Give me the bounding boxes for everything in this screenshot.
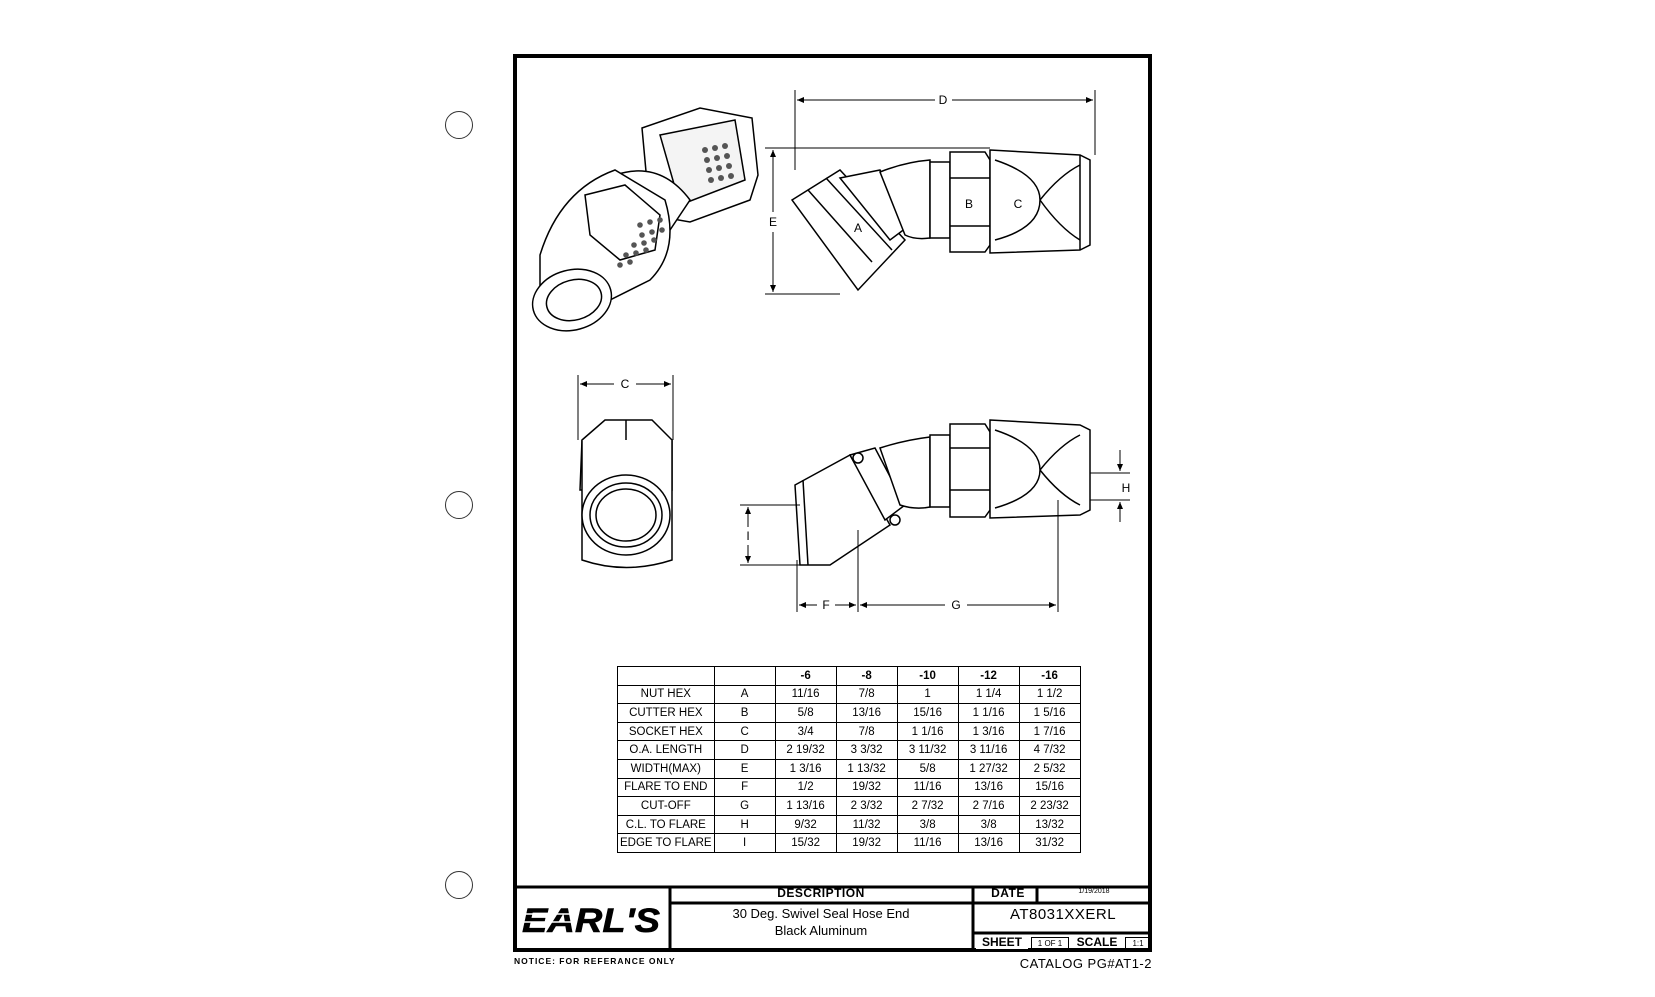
dim-label-i: I — [746, 529, 750, 543]
row-name: CUTTER HEX — [618, 704, 715, 723]
table-header-cell — [618, 667, 715, 686]
dim-label-h: H — [1121, 481, 1131, 495]
dim-label-f: F — [822, 598, 830, 612]
part-number: AT8031XXERL — [1009, 906, 1117, 923]
row-value: 1/2 — [775, 778, 836, 797]
row-value: 15/16 — [1019, 778, 1080, 797]
row-value: 11/16 — [897, 778, 958, 797]
dim-label-c-side: C — [620, 377, 630, 391]
row-value: 11/16 — [897, 834, 958, 853]
row-value: 11/16 — [775, 685, 836, 704]
date-label: DATE — [991, 886, 1025, 900]
row-value: 15/16 — [897, 704, 958, 723]
dim-label-b: B — [964, 197, 974, 211]
row-value: 13/16 — [958, 778, 1019, 797]
row-value: 1 13/32 — [836, 759, 897, 778]
dim-label-g: G — [951, 598, 961, 612]
dim-label-e: E — [768, 215, 778, 229]
row-code: G — [714, 797, 775, 816]
table-row — [618, 778, 1081, 797]
table-header-cell: -16 — [1019, 667, 1080, 686]
row-value: 9/32 — [775, 815, 836, 834]
table-header-cell: -12 — [958, 667, 1019, 686]
row-value: 15/32 — [775, 834, 836, 853]
row-value: 2 19/32 — [775, 741, 836, 760]
row-code: B — [714, 704, 775, 723]
row-value: 1 — [897, 685, 958, 704]
row-code: D — [714, 741, 775, 760]
table-header-cell — [714, 667, 775, 686]
row-code: H — [714, 815, 775, 834]
row-value: 1 1/2 — [1019, 685, 1080, 704]
scale-value: 1:1 — [1125, 937, 1151, 950]
row-value: 5/8 — [897, 759, 958, 778]
row-value: 1 3/16 — [775, 759, 836, 778]
description-line-1: 30 Deg. Swivel Seal Hose End — [732, 906, 910, 921]
row-value: 19/32 — [836, 778, 897, 797]
table-header-cell: -10 — [897, 667, 958, 686]
row-value: 1 27/32 — [958, 759, 1019, 778]
row-code: E — [714, 759, 775, 778]
table-row — [618, 704, 1081, 723]
row-value: 31/32 — [1019, 834, 1080, 853]
description-label: DESCRIPTION — [777, 886, 865, 900]
row-value: 2 5/32 — [1019, 759, 1080, 778]
row-name: FLARE TO END — [618, 778, 715, 797]
dimension-table — [617, 666, 1081, 853]
row-value: 3/4 — [775, 722, 836, 741]
row-value: 2 7/32 — [897, 797, 958, 816]
row-value: 13/16 — [958, 834, 1019, 853]
row-code: A — [714, 685, 775, 704]
row-value: 1 1/4 — [958, 685, 1019, 704]
row-code: C — [714, 722, 775, 741]
row-name: CUT-OFF — [618, 797, 715, 816]
row-value: 1 7/16 — [1019, 722, 1080, 741]
table-row — [618, 722, 1081, 741]
row-value: 11/32 — [836, 815, 897, 834]
catalog-page: CATALOG PG#AT1-2 — [1019, 956, 1152, 971]
table-row — [618, 815, 1081, 834]
sheet-value: 1 OF 1 — [1031, 937, 1069, 950]
row-value: 7/8 — [836, 722, 897, 741]
row-value: 3 11/16 — [958, 741, 1019, 760]
row-value: 2 7/16 — [958, 797, 1019, 816]
row-name: EDGE TO FLARE — [618, 834, 715, 853]
table-header-row — [618, 667, 1081, 686]
description-line-2: Black Aluminum — [774, 923, 868, 938]
side-view-top — [792, 150, 1090, 290]
table-row — [618, 797, 1081, 816]
row-code: I — [714, 834, 775, 853]
row-value: 3/8 — [897, 815, 958, 834]
row-value: 4 7/32 — [1019, 741, 1080, 760]
table-header-cell: -8 — [836, 667, 897, 686]
table-row — [618, 685, 1081, 704]
row-name: SOCKET HEX — [618, 722, 715, 741]
row-value: 7/8 — [836, 685, 897, 704]
logo-text: EARL'S — [522, 902, 661, 940]
description-text — [670, 905, 972, 939]
row-value: 19/32 — [836, 834, 897, 853]
row-value: 1 5/16 — [1019, 704, 1080, 723]
row-value: 3 11/32 — [897, 741, 958, 760]
row-value: 2 3/32 — [836, 797, 897, 816]
row-name: O.A. LENGTH — [618, 741, 715, 760]
row-value: 1 13/16 — [775, 797, 836, 816]
row-name: NUT HEX — [618, 685, 715, 704]
row-value: 13/16 — [836, 704, 897, 723]
row-value: 2 23/32 — [1019, 797, 1080, 816]
dim-label-c-top: C — [1013, 197, 1023, 211]
sheet-label: SHEET — [976, 935, 1028, 949]
section-view — [795, 420, 1090, 565]
row-value: 3 3/32 — [836, 741, 897, 760]
front-view — [580, 420, 672, 568]
row-value: 5/8 — [775, 704, 836, 723]
row-value: 1 3/16 — [958, 722, 1019, 741]
row-value: 3/8 — [958, 815, 1019, 834]
table-row — [618, 834, 1081, 853]
table-header-cell: -6 — [775, 667, 836, 686]
row-name: C.L. TO FLARE — [618, 815, 715, 834]
dim-label-a: A — [853, 221, 863, 235]
row-name: WIDTH(MAX) — [618, 759, 715, 778]
date-value: 1/19/2018 — [1078, 888, 1110, 895]
table-row — [618, 759, 1081, 778]
earls-logo — [517, 900, 665, 940]
dim-label-d: D — [938, 93, 948, 107]
row-code: F — [714, 778, 775, 797]
table-row — [618, 741, 1081, 760]
scale-label: SCALE — [1076, 935, 1118, 949]
notice-text: NOTICE: FOR REFERANCE ONLY — [514, 956, 676, 966]
isometric-fitting-view — [526, 108, 758, 339]
row-value: 1 1/16 — [897, 722, 958, 741]
row-value: 1 1/16 — [958, 704, 1019, 723]
row-value: 13/32 — [1019, 815, 1080, 834]
